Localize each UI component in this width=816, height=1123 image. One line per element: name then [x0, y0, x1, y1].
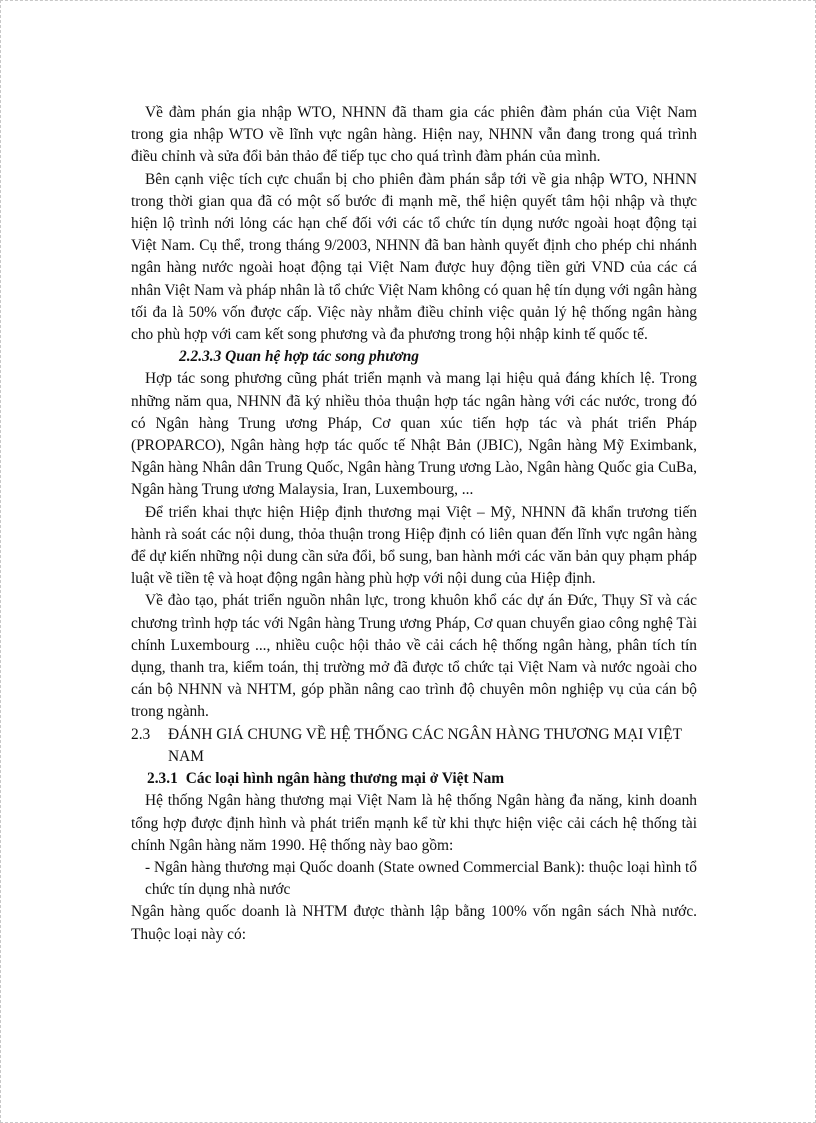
- document-body: [131, 102, 697, 946]
- paragraph-human-resources: Về đào tạo, phát triển nguồn nhân lực, trong khuôn khổ các dự án Đức, Thụy Sĩ và các chương trình hợp tác với Ngân hàng Trung ương Pháp, Cơ quan chuyển giao công nghệ Tài chính Luxembourg ..., nhiều cuộc hội thảo về cải cách hệ thống ngân hàng, phân tích tín dụng, thanh tra, kiểm toán, thị trường mở đã được tổ chức tại Việt Nam và nước ngoài cho cán bộ NHNN và NHTM, góp phần nâng cao trình độ chuyên môn nghiệp vụ của cán bộ trong ngành.: [131, 592, 697, 721]
- heading-2-3-1: [131, 768, 697, 790]
- heading-2-3-1-number: 2.3.1: [147, 770, 178, 788]
- paragraph-vietnam-us-agreement: Để triển khai thực hiện Hiệp định thương mại Việt – Mỹ, NHNN đã khẩn trương tiến hành rà soát các nội dung, thỏa thuận trong Hiệp định có liên quan đến lĩnh vực ngân hàng để dự kiến những nội dung cần sửa đổi, bổ sung, ban hành mới các văn bản quy phạm pháp luật về tiền tệ và hoạt động ngân hàng phù hợp với nội dung của Hiệp định.: [131, 503, 697, 588]
- heading-2-3-1-title: Các loại hình ngân hàng thương mại ở Việt Nam: [185, 770, 505, 788]
- paragraph-commercial-bank-system: Hệ thống Ngân hàng thương mại Việt Nam là hệ thống Ngân hàng đa năng, kinh doanh tổng hợp được định hình và phát triển mạnh kể từ khi thực hiện việc cải cách hệ thống tài chính Ngân hàng năm 1990. Hệ thống này bao gồm:: [131, 792, 697, 854]
- paragraph-integration-steps: Bên cạnh việc tích cực chuẩn bị cho phiên đàm phán sắp tới về gia nhập WTO, NHNN trong thời gian qua đã có một số bước đi mạnh mẽ, thể hiện quyết tâm hội nhập và thực hiện lộ trình nới lỏng các hạn chế đối với các tổ chức tín dụng nước ngoài hoạt động tại Việt Nam. Cụ thể, trong tháng 9/2003, NHNN đã ban hành quyết định cho phép chi nhánh ngân hàng nước ngoài hoạt động tại Việt Nam được huy động tiền gửi VND của các cá nhân Việt Nam và pháp nhân là tổ chức Việt Nam không có quan hệ tín dụng với ngân hàng tối đa là 50% vốn được cấp. Việc này nhằm điều chỉnh việc quản lý hệ thống ngân hàng cho phù hợp với cam kết song phương và đa phương trong hội nhập kinh tế quốc tế.: [131, 170, 697, 344]
- list-item-state-owned-bank: - Ngân hàng thương mại Quốc doanh (State owned Commercial Bank): thuộc loại hình tổ chức tín dụng nhà nước: [145, 858, 697, 899]
- heading-2-3-title: ĐÁNH GIÁ CHUNG VỀ HỆ THỐNG CÁC NGÂN HÀNG THƯƠNG MẠI VIỆT NAM: [168, 725, 682, 765]
- heading-2-2-3-3: 2.2.3.3 Quan hệ hợp tác song phương: [179, 348, 419, 366]
- paragraph-wto-negotiation: Về đàm phán gia nhập WTO, NHNN đã tham gia các phiên đàm phán của Việt Nam trong gia nhập WTO về lĩnh vực ngân hàng. Hiện nay, NHNN vẫn đang trong quá trình điều chỉnh và sửa đổi bản thảo để tiếp tục cho quá trình đàm phán của mình.: [131, 104, 697, 166]
- paragraph-state-owned-definition: Ngân hàng quốc doanh là NHTM được thành lập bằng 100% vốn ngân sách Nhà nước. Thuộc loại này có:: [131, 903, 697, 943]
- heading-2-3: [131, 724, 697, 768]
- heading-2-3-number: 2.3: [131, 725, 151, 743]
- paragraph-bilateral-cooperation: Hợp tác song phương cũng phát triển mạnh và mang lại hiệu quả đáng khích lệ. Trong những năm qua, NHNN đã ký nhiều thỏa thuận hợp tác ngân hàng với các nước, trong đó có Ngân hàng Trung ương Pháp, Cơ quan xúc tiến hợp tác và phát triển Pháp (PROPARCO), Ngân hàng hợp tác quốc tế Nhật Bản (JBIC), Ngân hàng Mỹ Eximbank, Ngân hàng Nhân dân Trung Quốc, Ngân hàng Trung ương Lào, Ngân hàng Quốc gia CuBa, Ngân hàng Trung ương Malaysia, Iran, Luxembourg, ...: [131, 370, 697, 499]
